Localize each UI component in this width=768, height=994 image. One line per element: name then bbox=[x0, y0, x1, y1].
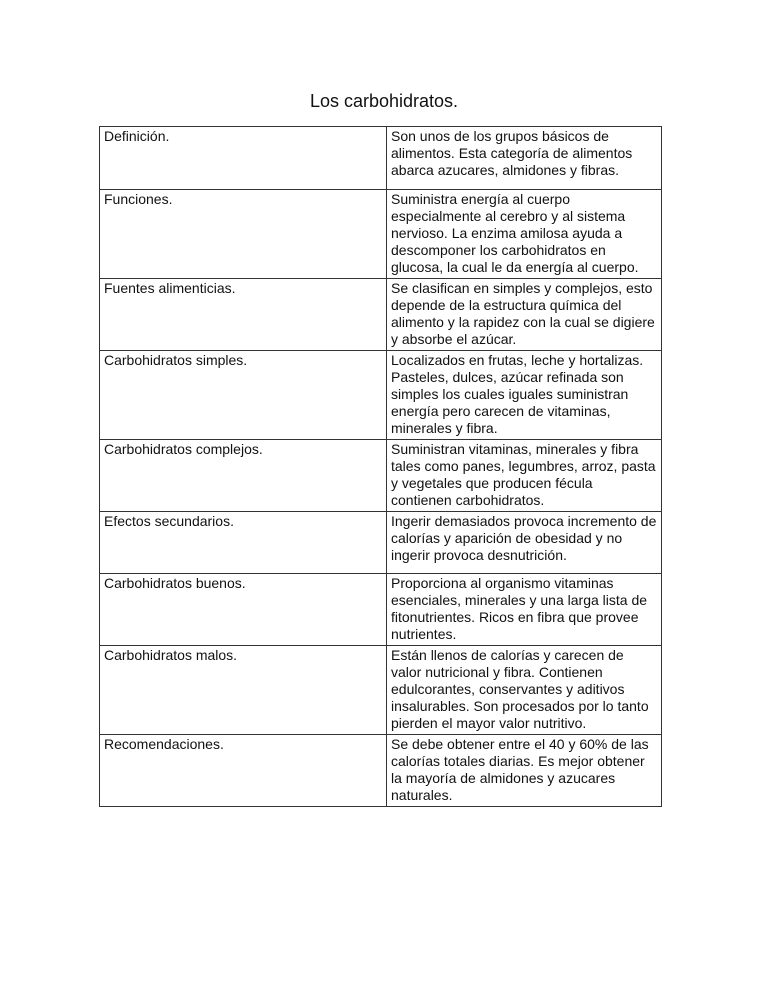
page-title: Los carbohidratos. bbox=[309, 91, 459, 111]
row-description: Ingerir demasiados provoca incremento de calorías y aparición de obesidad y no ingerir provoca desnutrición. bbox=[387, 512, 662, 574]
row-description: Suministran vitaminas, minerales y fibra tales como panes, legumbres, arroz, pasta y vegetales que producen fécula contienen carbohidratos. bbox=[387, 440, 662, 512]
row-term: Recomendaciones. bbox=[100, 735, 387, 807]
carbohydrates-table bbox=[99, 126, 662, 807]
row-description: Localizados en frutas, leche y hortalizas. Pasteles, dulces, azúcar refinada son simples los cuales iguales suministran energía pero carecen de vitaminas, minerales y fibra. bbox=[387, 351, 662, 440]
row-term: Fuentes alimenticias. bbox=[100, 279, 387, 351]
table-row bbox=[100, 351, 662, 440]
row-term: Carbohidratos malos. bbox=[100, 646, 387, 735]
row-term: Carbohidratos simples. bbox=[100, 351, 387, 440]
row-description: Se debe obtener entre el 40 y 60% de las calorías totales diarias. Es mejor obtener la mayoría de almidones y azucares naturales. bbox=[387, 735, 662, 807]
row-term: Efectos secundarios. bbox=[100, 512, 387, 574]
table-row bbox=[100, 512, 662, 574]
row-description: Están llenos de calorías y carecen de valor nutricional y fibra. Contienen edulcorantes, conservantes y aditivos insalurables. Son procesados por lo tanto pierden el mayor valor nutritivo. bbox=[387, 646, 662, 735]
table-row bbox=[100, 440, 662, 512]
table-row bbox=[100, 190, 662, 279]
row-description: Se clasifican en simples y complejos, esto depende de la estructura química del alimento y la rapidez con la cual se digiere y absorbe el azúcar. bbox=[387, 279, 662, 351]
row-description: Proporciona al organismo vitaminas esenciales, minerales y una larga lista de fitonutrientes. Ricos en fibra que provee nutrientes. bbox=[387, 574, 662, 646]
table-row bbox=[100, 127, 662, 190]
table-row bbox=[100, 279, 662, 351]
row-term: Carbohidratos buenos. bbox=[100, 574, 387, 646]
row-term: Carbohidratos complejos. bbox=[100, 440, 387, 512]
row-term: Funciones. bbox=[100, 190, 387, 279]
row-description: Suministra energía al cuerpo especialmente al cerebro y al sistema nervioso. La enzima amilosa ayuda a descomponer los carbohidratos en glucosa, la cual le da energía al cuerpo. bbox=[387, 190, 662, 279]
row-description: Son unos de los grupos básicos de alimentos. Esta categoría de alimentos abarca azucares, almidones y fibras. bbox=[387, 127, 662, 190]
table-row bbox=[100, 574, 662, 646]
table-row bbox=[100, 735, 662, 807]
row-term: Definición. bbox=[100, 127, 387, 190]
table-row bbox=[100, 646, 662, 735]
